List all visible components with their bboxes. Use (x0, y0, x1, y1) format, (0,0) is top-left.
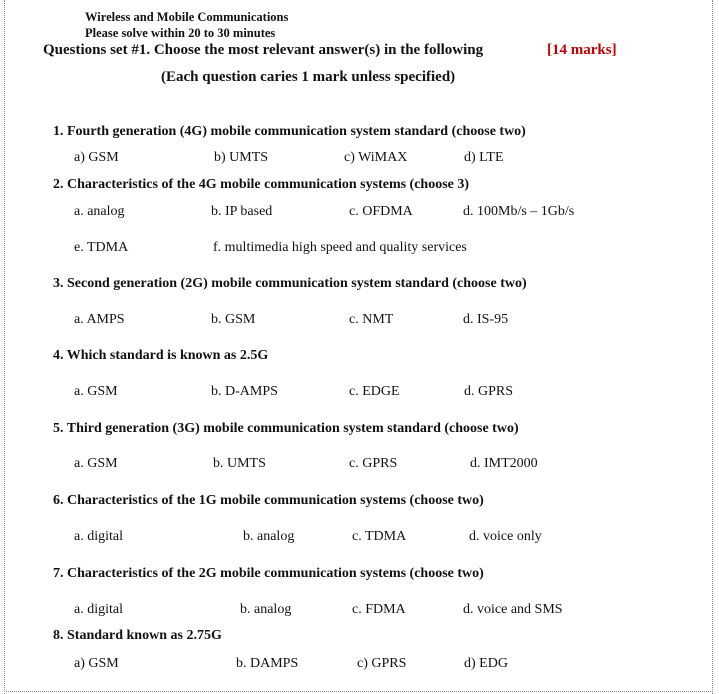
q4-option-a: a. GSM (74, 384, 118, 399)
page-border-right (712, 0, 713, 694)
question-set-title: Questions set #1. Choose the most relevant answer(s) in the following (43, 42, 484, 58)
q7-option-a: a. digital (74, 602, 123, 617)
q5-option-a: a. GSM (74, 456, 118, 471)
q8-option-c: c) GPRS (357, 656, 407, 671)
question-3: 3. Second generation (2G) mobile communication system standard (choose two) (53, 276, 527, 291)
page-border-bottom (4, 691, 713, 692)
q7-option-d: d. voice and SMS (463, 602, 563, 617)
q8-option-d: d) EDG (464, 656, 508, 671)
q2-option-b: b. IP based (211, 204, 273, 219)
q2-option-d: d. 100Mb/s – 1Gb/s (463, 204, 575, 219)
question-8: 8. Standard known as 2.75G (53, 628, 222, 643)
q8-option-b: b. DAMPS (236, 656, 299, 671)
q4-option-c: c. EDGE (349, 384, 400, 399)
time-note: Please solve within 20 to 30 minutes (85, 26, 276, 40)
q2-option-e: e. TDMA (74, 240, 129, 255)
q3-option-b: b. GSM (211, 312, 256, 327)
q3-option-d: d. IS-95 (463, 312, 509, 327)
q1-option-b: b) UMTS (214, 150, 269, 165)
q5-option-d: d. IMT2000 (470, 456, 538, 471)
question-7: 7. Characteristics of the 2G mobile communication systems (choose two) (53, 566, 484, 581)
page-border-left (4, 0, 5, 694)
q6-option-b: b. analog (243, 529, 295, 544)
q1-option-c: c) WiMAX (344, 150, 408, 165)
q7-option-c: c. FDMA (352, 602, 406, 617)
course-title: Wireless and Mobile Communications (85, 10, 289, 24)
q7-option-b: b. analog (240, 602, 292, 617)
q4-option-b: b. D-AMPS (211, 384, 278, 399)
q3-option-a: a. AMPS (74, 312, 125, 327)
q2-option-f: f. multimedia high speed and quality services (213, 240, 467, 255)
marks-label: [14 marks] (547, 42, 617, 58)
marks-note: (Each question caries 1 mark unless specified) (161, 69, 456, 85)
q1-option-d: d) LTE (464, 150, 504, 165)
question-6: 6. Characteristics of the 1G mobile communication systems (choose two) (53, 493, 484, 508)
q1-option-a: a) GSM (74, 150, 119, 165)
q6-option-a: a. digital (74, 529, 123, 544)
q6-option-c: c. TDMA (352, 529, 407, 544)
q5-option-b: b. UMTS (213, 456, 266, 471)
q6-option-d: d. voice only (469, 529, 542, 544)
question-4: 4. Which standard is known as 2.5G (53, 348, 269, 363)
q4-option-d: d. GPRS (464, 384, 514, 399)
question-2: 2. Characteristics of the 4G mobile communication systems (choose 3) (53, 177, 470, 192)
question-5: 5. Third generation (3G) mobile communication system standard (choose two) (53, 421, 519, 436)
q2-option-a: a. analog (74, 204, 125, 219)
question-1: 1. Fourth generation (4G) mobile communication system standard (choose two) (53, 124, 526, 139)
q3-option-c: c. NMT (349, 312, 394, 327)
q2-option-c: c. OFDMA (349, 204, 413, 219)
q5-option-c: c. GPRS (349, 456, 398, 471)
q8-option-a: a) GSM (74, 656, 119, 671)
